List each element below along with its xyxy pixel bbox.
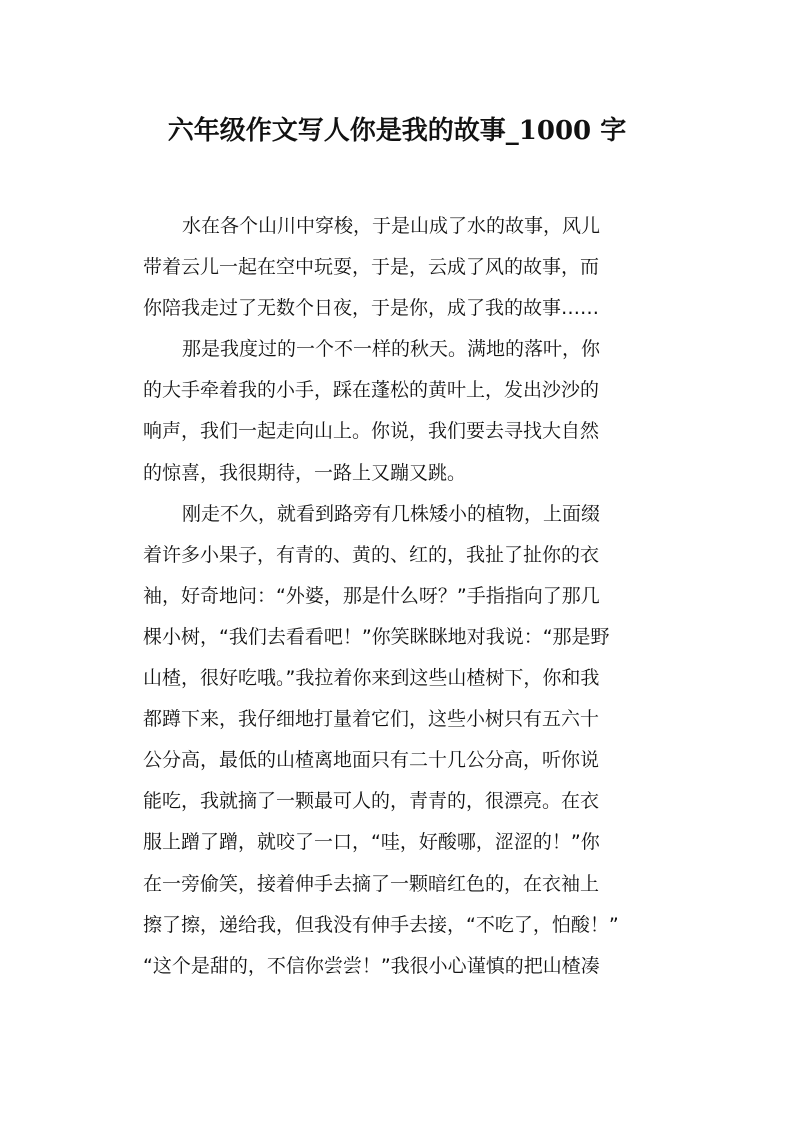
paragraph-1-line-2: 带着云儿一起在空中玩耍，于是，云成了风的故事，而 bbox=[143, 256, 600, 279]
paragraph-3-line-9: 服上蹭了蹭，就咬了一口，“哇，好酸哪，涩涩的！”你 bbox=[143, 831, 600, 854]
paragraph-3-line-4: 棵小树，“我们去看看吧！”你笑眯眯地对我说：“那是野 bbox=[143, 625, 610, 648]
paragraph-1-line-1: 水在各个山川中穿梭，于是山成了水的故事，风儿 bbox=[182, 215, 601, 237]
paragraph-1-line-3: 你陪我走过了无数个日夜，于是你，成了我的故事…… bbox=[143, 297, 600, 320]
paragraph-2-line-3: 响声，我们一起走向山上。你说，我们要去寻找大自然 bbox=[143, 420, 600, 443]
paragraph-2-line-2: 的大手牵着我的小手，踩在蓬松的黄叶上，发出沙沙的 bbox=[143, 379, 600, 402]
paragraph-2-line-1: 那是我度过的一个不一样的秋天。满地的落叶，你 bbox=[182, 338, 601, 361]
paragraph-3-line-3: 袖，好奇地问：“外婆，那是什么呀？”手指指向了那几 bbox=[143, 584, 600, 607]
paragraph-3-line-5: 山楂，很好吃哦。”我拉着你来到这些山楂树下，你和我 bbox=[143, 667, 600, 690]
paragraph-3-line-11: 擦了擦，递给我，但我没有伸手去接，“不吃了，怕酸！” bbox=[143, 913, 619, 936]
paragraph-3-line-6: 都蹲下来，我仔细地打量着它们，这些小树只有五六十 bbox=[143, 708, 600, 731]
paragraph-3-line-7: 公分高，最低的山楂离地面只有二十几公分高，听你说 bbox=[143, 749, 600, 772]
document-title: 六年级作文写人你是我的故事_1000 字 bbox=[167, 116, 627, 146]
paragraph-3-line-8: 能吃，我就摘了一颗最可人的，青青的，很漂亮。在衣 bbox=[143, 790, 600, 813]
paragraph-2-line-4: 的惊喜，我很期待，一路上又蹦又跳。 bbox=[143, 461, 467, 484]
paragraph-3-line-1: 刚走不久，就看到路旁有几株矮小的植物，上面缀 bbox=[182, 502, 601, 525]
paragraph-3-line-10: 在一旁偷笑，接着伸手去摘了一颗暗红色的，在衣袖上 bbox=[143, 872, 600, 895]
paragraph-3-line-12: “这个是甜的，不信你尝尝！”我很小心谨慎的把山楂凑 bbox=[143, 954, 600, 977]
document-body bbox=[143, 206, 663, 987]
paragraph-3-line-2: 着许多小果子，有青的、黄的、红的，我扯了扯你的衣 bbox=[143, 543, 600, 566]
